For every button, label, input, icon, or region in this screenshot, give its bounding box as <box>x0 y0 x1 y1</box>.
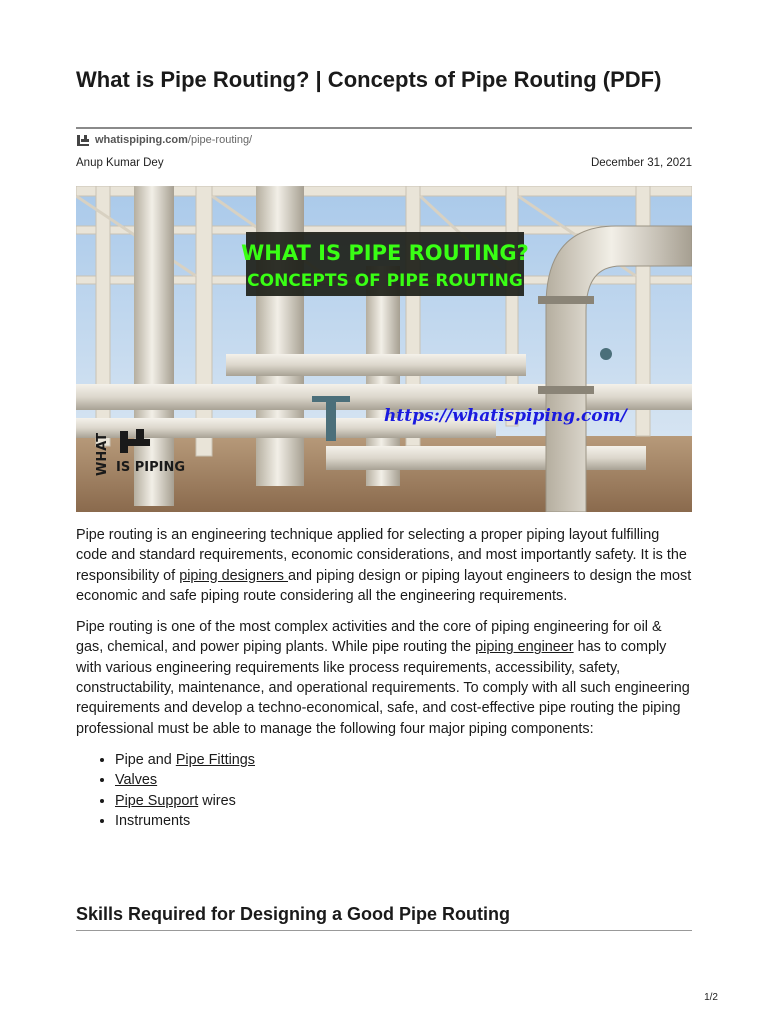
page-number: 1/2 <box>704 992 718 1003</box>
hero-banner-line2: CONCEPTS OF PIPE ROUTING <box>247 271 523 291</box>
link-pipe-support[interactable]: Pipe Support <box>115 792 199 809</box>
link-valves[interactable]: Valves <box>115 772 158 789</box>
source-line <box>76 133 252 147</box>
list-item: • Pipe and Pipe Fittings <box>115 750 692 770</box>
section-divider <box>76 930 692 931</box>
list-item: • Instruments <box>115 811 692 831</box>
source-domain[interactable]: whatispiping.com <box>95 134 188 146</box>
link-piping-designers[interactable]: piping designers <box>179 567 288 584</box>
source-path[interactable]: /pipe-routing/ <box>187 134 253 146</box>
hero-url-text: https://whatispiping.com/ <box>384 406 627 426</box>
pipe-plant-photo <box>76 186 692 512</box>
hero-banner-line1: WHAT IS PIPE ROUTING? <box>241 241 529 265</box>
section-heading: Skills Required for Designing a Good Pipe Routing <box>76 904 511 924</box>
article-meta <box>76 156 692 170</box>
author-name: Anup Kumar Dey <box>76 157 164 169</box>
link-piping-engineer[interactable]: piping engineer <box>475 639 574 656</box>
publish-date: December 31, 2021 <box>590 157 692 169</box>
hero-logo-text: IS PIPING <box>116 460 186 475</box>
paragraph-1: Pipe routing is an engineering technique applied for selecting a proper piping layout fulfilling code and standard requirements, economic considerations, and most importantly safety. It is the responsibility of piping designers and piping design or piping layout engineers to design the most economic and safe piping route considering all the engineering requirements. <box>76 527 692 604</box>
site-logo-icon <box>76 133 90 147</box>
hero-logo-side-text: WHAT <box>95 432 110 476</box>
article-body <box>76 525 692 831</box>
link-pipe-fittings[interactable]: Pipe Fittings <box>175 751 255 768</box>
title-divider <box>76 127 692 129</box>
list-item <box>115 770 692 790</box>
components-list <box>76 750 692 831</box>
hero-image <box>76 186 692 512</box>
list-item: • Pipe Support wires <box>115 791 692 811</box>
paragraph-2: Pipe routing is one of the most complex activities and the core of piping engineering for oil & gas, chemical, and power piping plants. While pipe routing the piping engineer has to comply with various engineering requirements like process requirements, accessibility, safety, constructability, maintenance, and operational requirements. To comply with all such engineering requirements and develop a techno-economical, safe, and cost-effective pipe routing the piping professional must be able to manage the following four major piping components: <box>76 619 690 737</box>
article-title: What is Pipe Routing? | Concepts of Pipe Routing (PDF) <box>76 67 662 92</box>
